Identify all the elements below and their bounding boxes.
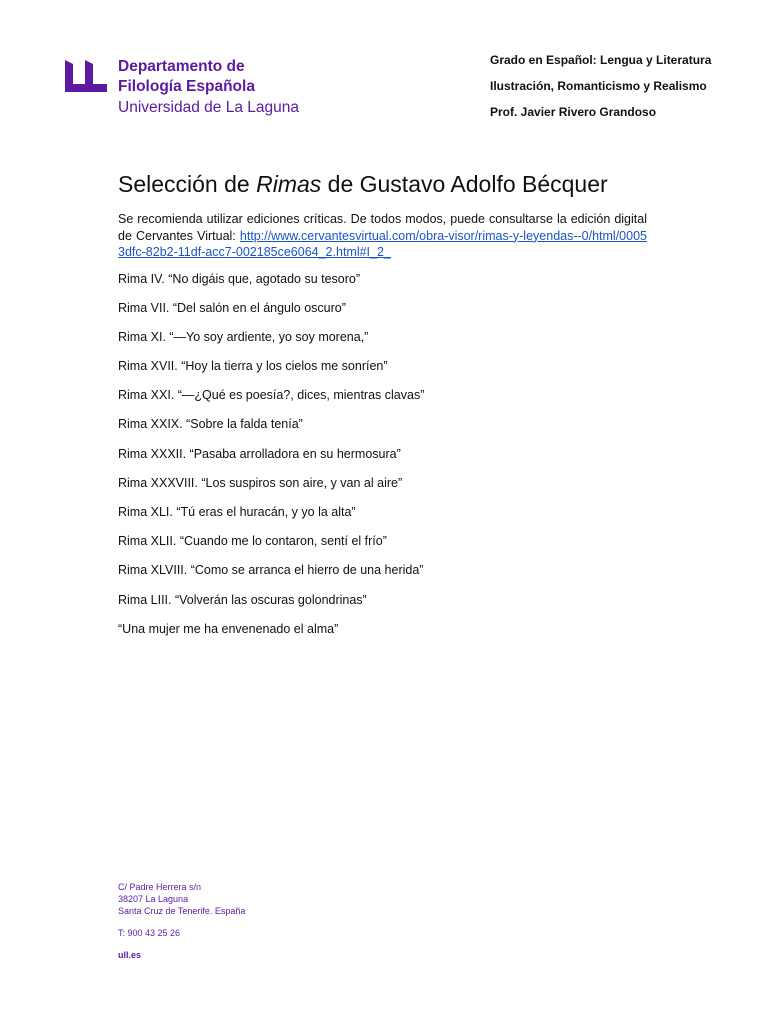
rima-item: Rima IV. “No digáis que, agotado su tesoro”	[118, 271, 361, 286]
department-name-line1: Departamento de	[118, 58, 245, 75]
rima-list	[118, 271, 647, 637]
rima-item: Rima XLI. “Tú eras el huracán, y yo la alta”	[118, 505, 356, 519]
title-italic-word: Rimas	[256, 171, 322, 197]
address-line2: 38207 La Laguna	[118, 894, 189, 904]
title-part-2: de Gustavo Adolfo Bécquer	[321, 171, 608, 197]
rima-item: Rima XLVIII. “Como se arranca el hierro de una herida”	[118, 563, 424, 578]
university-name: Universidad de La Laguna	[118, 99, 299, 116]
rima-item: Rima XXI. “—¿Qué es poesía?, dices, mientras clavas”	[118, 388, 425, 403]
phone-number: T: 900 43 25 26	[118, 928, 181, 938]
rima-item: Rima XLII. “Cuando me lo contaron, sentí el frío”	[118, 534, 387, 549]
degree-name: Grado en Español: Lengua y Literatura	[490, 53, 712, 67]
rima-item: Rima XVII. “Hoy la tierra y los cielos me sonríen”	[118, 359, 388, 374]
rima-item: Rima XI. “—Yo soy ardiente, yo soy morena,”	[118, 329, 369, 344]
intro-text: Se recomienda utilizar ediciones críticas. De todos modos, puede consultarse la edición digital de Cervantes Virtual:	[118, 212, 647, 243]
page-title	[118, 170, 647, 199]
department-name-line2: Filología Española	[118, 78, 255, 95]
professor-name: Prof. Javier Rivero Grandoso	[490, 105, 657, 119]
website-link[interactable]: ull.es	[118, 950, 142, 960]
rima-item: Rima LIII. “Volverán las oscuras golondrinas”	[118, 592, 367, 607]
rima-item: “Una mujer me ha envenenado el alma”	[118, 621, 339, 636]
course-info	[490, 53, 748, 131]
rima-item: Rima XXXII. “Pasaba arrolladora en su hermosura”	[118, 446, 401, 461]
rima-item: Rima XXXVIII. “Los suspiros son aire, y van al aire”	[118, 475, 403, 490]
address-line1: C/ Padre Herrera s/n	[118, 882, 202, 892]
cervantes-virtual-link[interactable]: http://www.cervantesvirtual.com/obra-visor/rimas-y-leyendas--0/html/00053dfc-82b2-11df-acc7-002185ce6064_2.html#I_2_	[118, 228, 647, 259]
department-logo-text	[118, 57, 299, 118]
address-line3: Santa Cruz de Tenerife. España	[118, 906, 246, 916]
main-content	[118, 170, 647, 650]
rima-item: Rima VII. “Del salón en el ángulo oscuro”	[118, 300, 346, 315]
subject-name: Ilustración, Romanticismo y Realismo	[490, 79, 707, 93]
rima-item: Rima XXIX. “Sobre la falda tenía”	[118, 417, 303, 432]
title-part-1: Selección de	[118, 171, 257, 197]
intro-paragraph	[118, 211, 647, 261]
footer-contact	[118, 881, 245, 961]
ull-logo-icon	[63, 58, 109, 92]
